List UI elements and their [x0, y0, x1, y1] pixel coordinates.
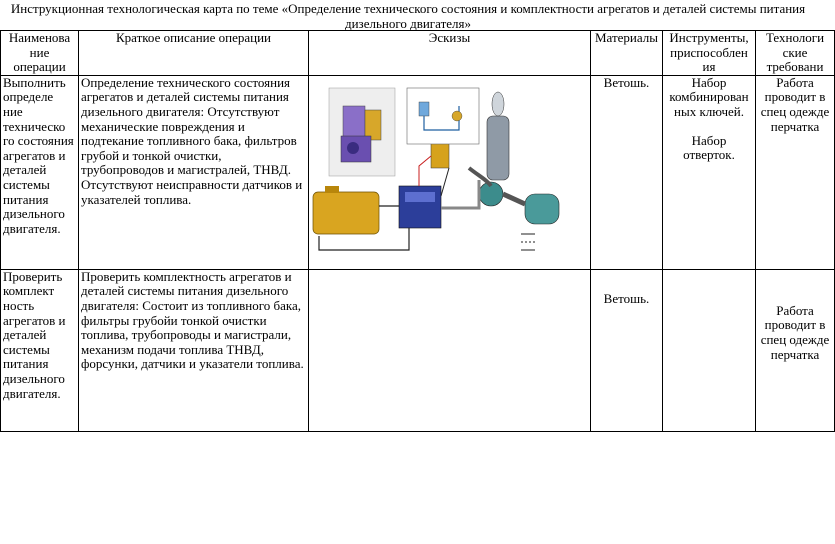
- header-tools: Инструменты, приспособлен ия: [663, 31, 756, 76]
- title-line-1: Инструкционная технологическая карта по теме «Определение технического состояния и комплектности агрегатов и деталей системы питания: [10, 1, 806, 16]
- document-title: [0, 1, 816, 31]
- fuel-tank-illustration: [313, 192, 379, 234]
- header-name: Наименова ние операции: [1, 31, 79, 76]
- fuel-system-diagram: [309, 76, 591, 268]
- instruction-table: [0, 30, 835, 432]
- inset-schematic: [407, 88, 479, 144]
- header-row: [1, 31, 835, 76]
- coarse-filter-illustration: [365, 110, 381, 140]
- row2-tools: [663, 269, 756, 431]
- row2-sketch: [309, 269, 591, 431]
- turbo-tower-illustration: [487, 116, 509, 180]
- table-row: [1, 269, 835, 431]
- diagram-legend: [521, 234, 535, 250]
- title-line-2: дизельного двигателя»: [344, 16, 471, 31]
- header-description: Краткое описание операции: [79, 31, 309, 76]
- row1-requirements: Работа проводит в спец одежде перчатка: [756, 75, 835, 269]
- header-materials: Материалы: [591, 31, 663, 76]
- table-row: [1, 75, 835, 269]
- row2-materials: Ветошь.: [591, 269, 663, 431]
- row1-tool-wrenches: Набор комбинирован ных ключей.: [669, 74, 749, 119]
- row2-description: Проверить комплектность агрегатов и деталей системы питания дизельного двигателя: Состоит из топливного бака, фильтры грубойи тонкой очистки топлива, трубопроводы и магистрали, механизм подачи топлива ТНВД, форсунки, датчики и указатели топлива.: [79, 269, 309, 431]
- header-sketches: Эскизы: [309, 31, 591, 76]
- row2-requirements: Работа проводит в спец одежде перчатка: [756, 269, 835, 431]
- row2-name: Проверить комплект ность агрегатов и деталей системы питания дизельного двигателя.: [1, 269, 79, 431]
- air-cleaner-illustration: [525, 194, 559, 224]
- row1-sketch: [309, 75, 591, 269]
- row1-description: Определение технического состояния агрегатов и деталей системы питания дизельного двигателя: Отсутствуют механические повреждения и подтекание топливного бака, фильтров грубой и тонкой очистки, трубопроводов и магистралей, ТНВД. Отсутствуют неисправности датчиков и указателей топлива.: [79, 75, 309, 269]
- row1-name: Выполнить определе ние техническо го состояния агрегатов и деталей системы питания дизельного двигателя.: [1, 75, 79, 269]
- row1-tool-screwdrivers: Набор отверток.: [683, 132, 735, 163]
- row1-tools: [663, 75, 756, 269]
- header-requirements: Технологи ские требовани: [756, 31, 835, 76]
- row1-materials: Ветошь.: [591, 75, 663, 269]
